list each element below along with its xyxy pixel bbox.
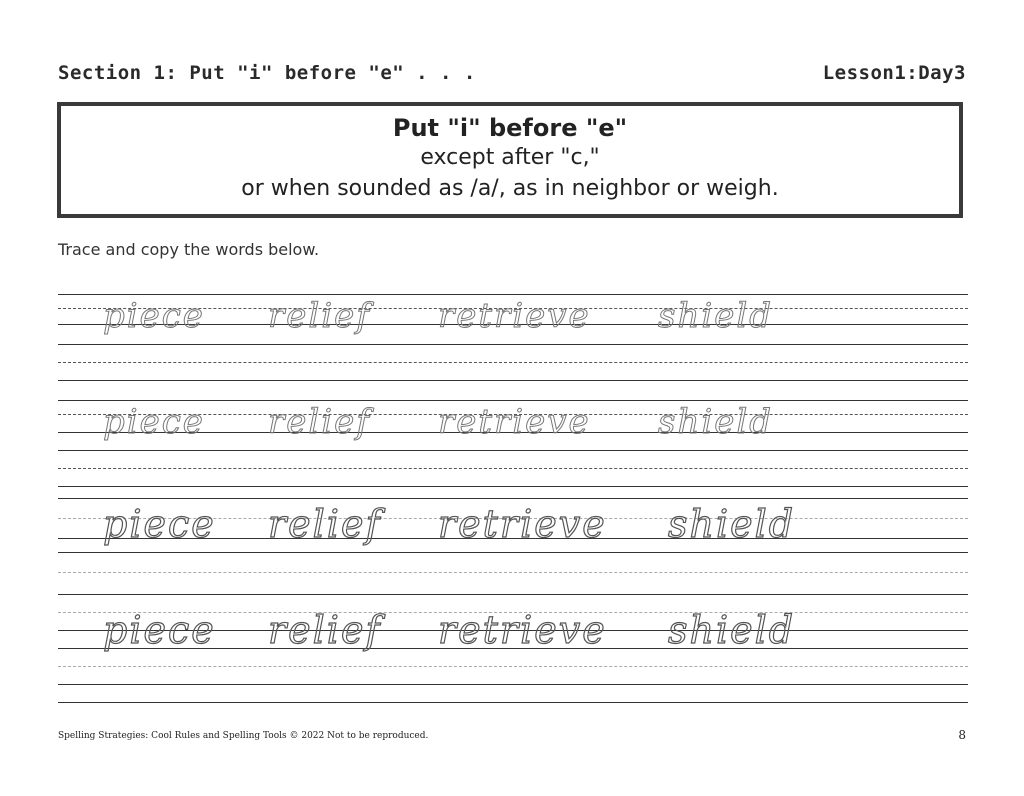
top-line <box>58 294 968 295</box>
lesson-day-label: Lesson1:Day3 <box>822 62 966 84</box>
descender-line <box>58 450 968 451</box>
top-line <box>58 486 968 487</box>
rule-sound-line: or when sounded as /a/, as in neighbor or weigh. <box>241 176 779 201</box>
top-line <box>58 684 968 685</box>
separator-dotted-line <box>58 666 968 667</box>
trace-word: shield <box>668 608 796 652</box>
top-line <box>58 594 968 595</box>
trace-word: retrieve <box>438 402 591 442</box>
trace-word: shield <box>658 296 773 336</box>
rule-exception-line: except after "c," <box>420 145 600 170</box>
trace-word: piece <box>103 296 205 336</box>
trace-word: relief <box>268 608 382 652</box>
trace-word: retrieve <box>438 502 607 546</box>
trace-word: retrieve <box>438 296 591 336</box>
handwriting-practice-area <box>58 282 968 708</box>
top-line <box>58 380 968 381</box>
copyright-footer: Spelling Strategies: Cool Rules and Spelling Tools © 2022 Not to be reproduced. <box>58 731 429 741</box>
top-line <box>58 498 968 499</box>
section-heading: Section 1: Put "i" before "e" . . . <box>58 62 476 84</box>
trace-word: shield <box>668 502 796 546</box>
separator-dotted-line <box>58 572 968 573</box>
trace-word: piece <box>103 608 216 652</box>
trace-word: piece <box>103 402 205 442</box>
top-line <box>58 400 968 401</box>
trace-word: relief <box>268 296 371 336</box>
instructions-text: Trace and copy the words below. <box>58 240 320 259</box>
trace-word: shield <box>658 402 773 442</box>
descender-line <box>58 552 968 553</box>
descender-line <box>58 344 968 345</box>
trace-word: relief <box>268 502 382 546</box>
page-number: 8 <box>958 728 966 742</box>
trace-word: relief <box>268 402 371 442</box>
trace-word: piece <box>103 502 216 546</box>
separator-dashed-line <box>58 468 968 469</box>
separator-dashed-line <box>58 362 968 363</box>
spelling-rule-box <box>57 102 963 218</box>
bottom-line <box>58 702 968 703</box>
trace-word: retrieve <box>438 608 607 652</box>
rule-title: Put "i" before "e" <box>392 114 628 142</box>
